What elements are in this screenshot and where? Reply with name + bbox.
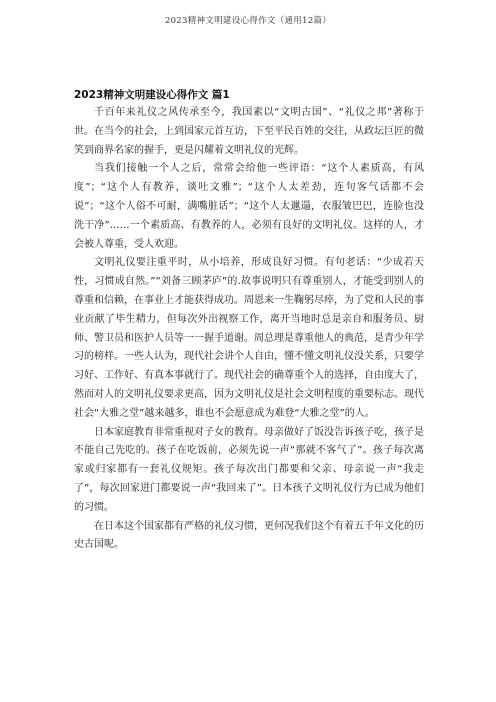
paragraph-3: 文明礼仪要注重平时，从小培养，形成良好习惯。有句老话：“少成若天性，习惯成自然。”“刘备三顾茅庐”的.故事说明只有尊重别人，才能受到别人的尊重和信赖，在事业上才能获得成功。周恩来一生鞠躬尽瘁，为了党和人民的事业贡献了毕生精力，但每次外出视察工作，离开当地时总是亲自和服务员、厨师、警卫员和医护人员等一一握手道谢。周总理是尊重他人的典范，是青少年学习的榜样。一些人认为，现代社会讲个人自由，懂不懂文明礼仪没关系，只要学习好、工作好、有真本事就行了。现代社会的确尊重个人的选择，自由度大了，然而对人的文明礼仪要求更高，因为文明礼仪是社会文明程度的重要标志。现代社会“大雅之堂”越来越多，谁也不会愿意成为难登“大雅之堂”的人。 — [74, 257, 424, 419]
paragraph-5: 在日本这个国家都有严格的礼仪习惯，更何况我们这个有着五千年文化的历史古国呢。 — [74, 520, 424, 551]
document-header: 2023精神文明建设心得作文（通用12篇） — [164, 16, 332, 26]
section-title: 2023精神文明建设心得作文 篇1 — [74, 89, 230, 101]
paragraph-2: 当我们接触一个人之后，常常会给他一些评语：“这个人素质高，有风度”；“这个人有教养，谈吐文雅”；“这个人太差劲，连句客气话都不会说”；“这个人俗不可耐，满嘴脏话”；“这个人太邋遢，衣服皱巴巴，连脸也没洗干净”……一个素质高、有教养的人，必须有良好的文明礼仪。这样的人，才会被人尊重，受人欢迎。 — [74, 163, 424, 250]
paragraph-1: 千百年来礼仪之风传承至今，我国素以“文明古国”、“礼仪之邦”著称于世。在当今的社会，上到国家元首互访，下至平民百姓的交往，从政坛巨匠的微笑到商界名家的握手，更是闪耀着文明礼仪的光辉。 — [74, 107, 424, 156]
article-body — [74, 86, 424, 555]
paragraph-4: 日本家庭教育非常重视对子女的教育。母亲做好了饭没告诉孩子吃，孩子是不能自己先吃的。孩子在吃饭前，必须先说一声“那就不客气了”。孩子每次离家或归家都有一套礼仪规矩。孩子每次出门都要和父亲、母亲说一声“我走了”，每次回家进门都要说一声“我回来了”。日本孩子文明礼仪行为已成为他们的习惯。 — [74, 426, 424, 513]
